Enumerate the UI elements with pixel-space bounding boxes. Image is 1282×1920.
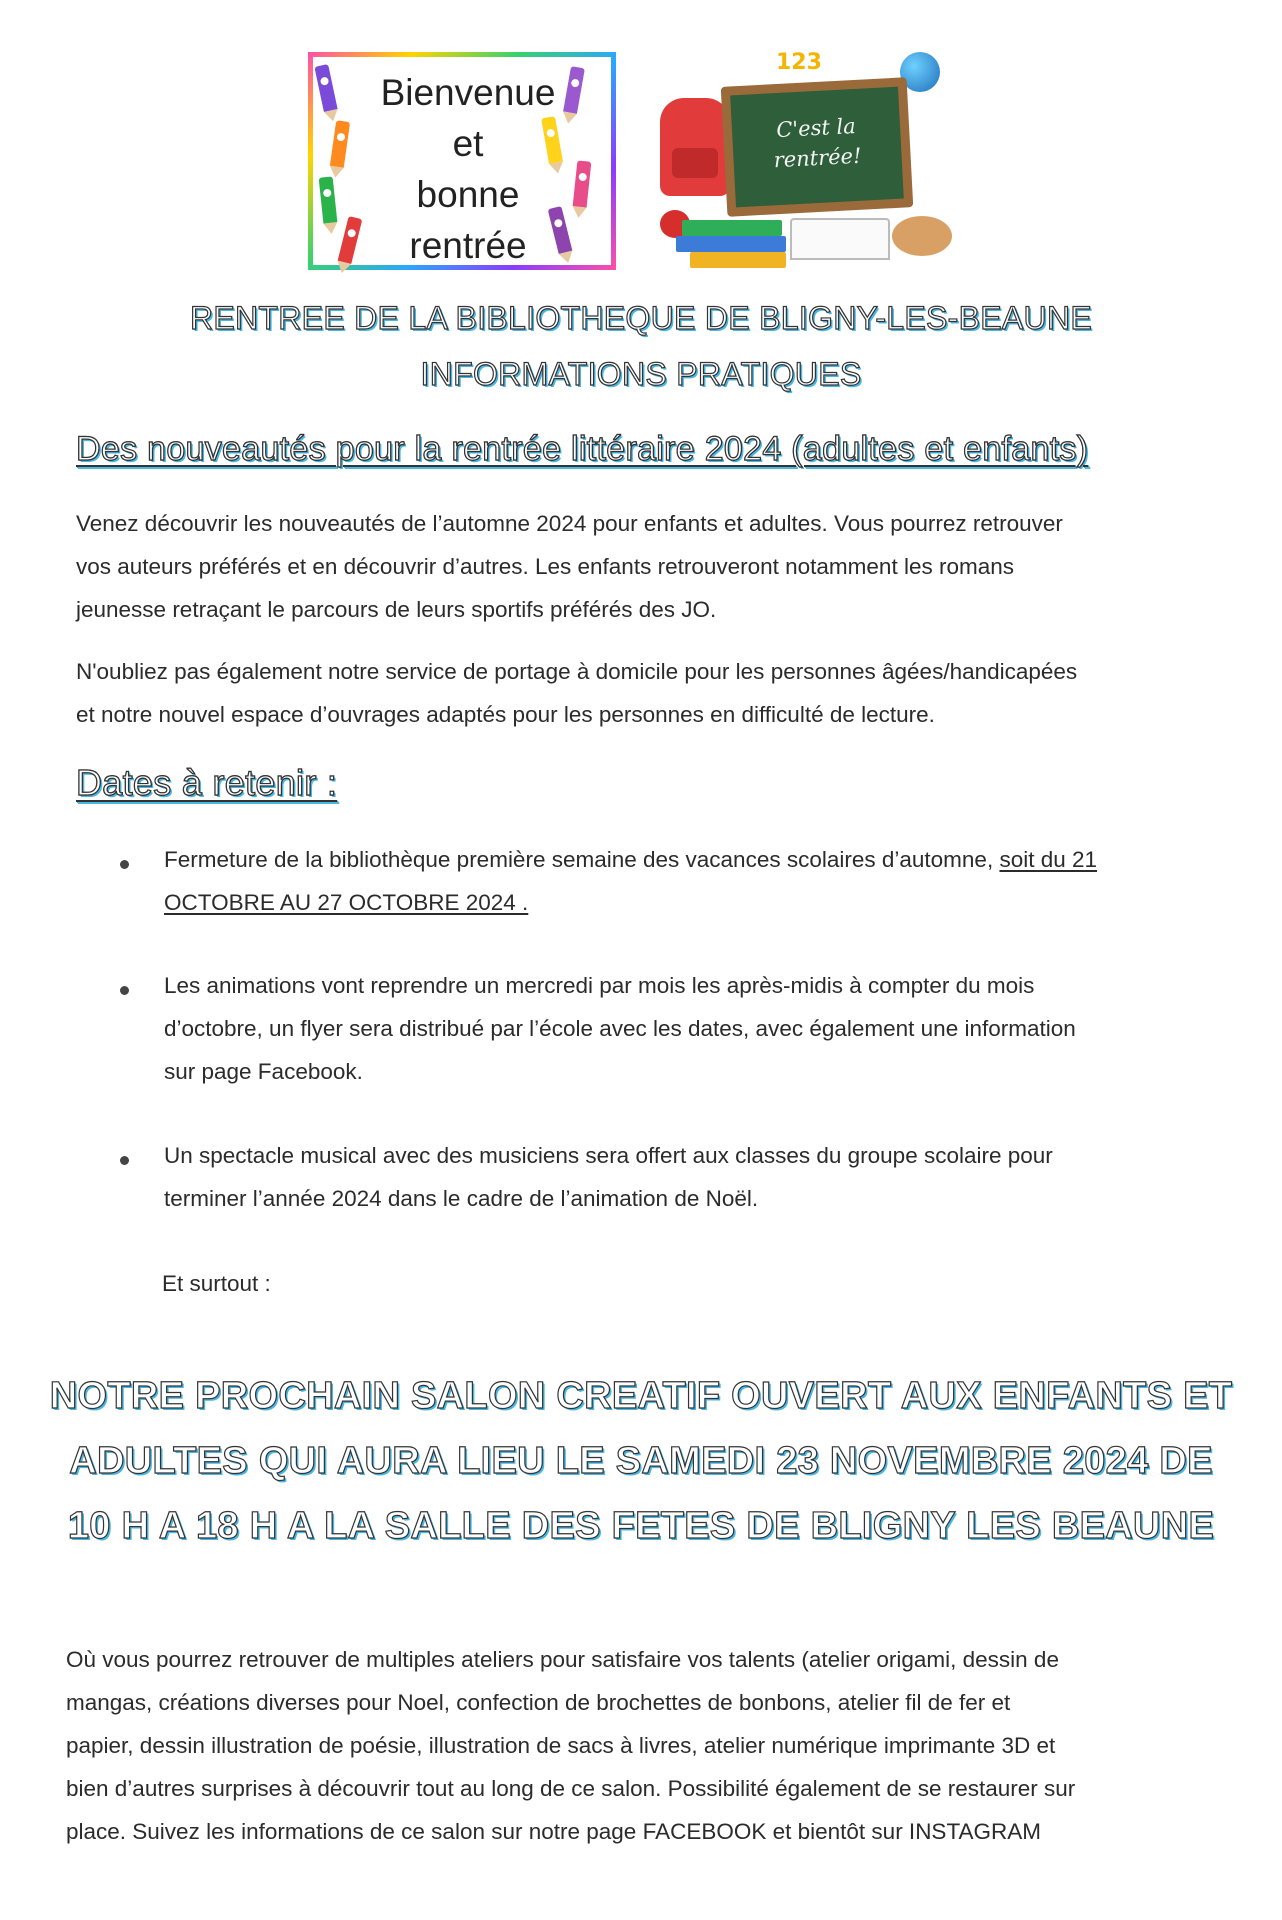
announcement-line: 10 H A 18 H A LA SALLE DES FETES DE BLIGNY LES BEAUNE [67,1505,1215,1547]
text-line: et notre nouvel espace d’ouvrages adaptés pour les personnes en difficulté de lecture. [76,702,935,727]
bullet-animations [164,964,1076,1093]
chalkboard-line: rentrée! [773,143,863,173]
bullet-fermeture [164,838,1097,924]
text-line: d’octobre, un flyer sera distribué par l’école avec les dates, avec également une information [164,1016,1076,1041]
announcement-line: NOTRE PROCHAIN SALON CREATIF OUVERT AUX ENFANTS ET [49,1375,1233,1417]
text-line: Les animations vont reprendre un mercredi par mois les après-midis à compter du mois [164,973,1035,998]
welcome-text [373,67,563,271]
text-segment: Fermeture de la bibliothèque première semaine des vacances scolaires d’automne, [164,847,1000,872]
text-line: sur page Facebook. [164,1059,363,1084]
book-icon [690,252,786,268]
welcome-line: bonne [416,174,520,215]
pencil-icon [314,64,337,112]
welcome-line: et [452,123,484,164]
bullet-icon [120,986,129,995]
text-line: N'oubliez pas également notre service de portage à domicile pour les personnes âgées/handicapées [76,659,1078,684]
section-heading-nouveautes: Des nouveautés pour la rentrée littéraire 2024 (adultes et enfants) [76,430,1089,468]
salon-announcement [0,1364,1282,1559]
palette-icon [892,216,952,256]
text-line: Un spectacle musical avec des musiciens sera offert aux classes du groupe scolaire pour [164,1143,1053,1168]
text-line: papier, dessin illustration de poésie, illustration de sacs à livres, atelier numérique imprimante 3D et [66,1733,1056,1758]
text-line: Où vous pourrez retrouver de multiples ateliers pour satisfaire vos talents (atelier origami, dessin de [66,1647,1059,1672]
page-subtitle: INFORMATIONS PRATIQUES [420,356,862,392]
welcome-line: Bienvenue [380,72,556,113]
numbers-decoration: 123 [776,50,822,75]
book-icon [682,220,782,236]
bullet-icon [120,860,129,869]
pencil-icon [338,216,363,264]
section-heading-dates: Dates à retenir : [76,762,338,803]
back-to-school-image [656,50,956,276]
book-icon [676,236,786,252]
pencil-icon [563,66,585,114]
text-line: jeunesse retraçant le parcours de leurs sportifs préférés des JO. [76,597,717,622]
date-highlight: OCTOBRE AU 27 OCTOBRE 2024 . [164,890,529,915]
bullet-icon [120,1156,129,1165]
pencil-icon [330,120,350,168]
backpack-icon [660,98,730,196]
pencil-icon [573,160,592,207]
salon-details [66,1638,1075,1853]
page-title: RENTREE DE LA BIBLIOTHEQUE DE BLIGNY-LES-BEAUNE [189,300,1093,336]
bullet-spectacle [164,1134,1053,1220]
pencil-icon [319,176,338,223]
surtout-label: Et surtout : [162,1271,271,1296]
chalkboard-line: C'est la [775,113,857,143]
welcome-image [308,52,616,270]
text-line: bien d’autres surprises à découvrir tout au long de ce salon. Possibilité également de se restaurer sur [66,1776,1076,1801]
text-line: Venez découvrir les nouveautés de l’automne 2024 pour enfants et adultes. Vous pourrez retrouver [76,511,1063,536]
chalkboard-text [731,109,902,178]
chalkboard [721,77,914,217]
announcement-line: ADULTES QUI AURA LIEU LE SAMEDI 23 NOVEMBRE 2024 DE [69,1440,1213,1482]
open-book-icon [790,218,890,260]
text-line: mangas, créations diverses pour Noel, confection de brochettes de bonbons, atelier fil de fer et [66,1690,1011,1715]
text-line: terminer l’année 2024 dans le cadre de l’animation de Noël. [164,1186,759,1211]
paragraph-nouveautes [76,502,1063,631]
paragraph-portage [76,650,1077,736]
text-line: place. Suivez les informations de ce salon sur notre page FACEBOOK et bientôt sur INSTAGRAM [66,1819,1042,1844]
welcome-line: rentrée [409,225,527,266]
date-highlight: soit du 21 [999,847,1098,872]
text-line: vos auteurs préférés et en découvrir d’autres. Les enfants retrouveront notamment les romans [76,554,1014,579]
